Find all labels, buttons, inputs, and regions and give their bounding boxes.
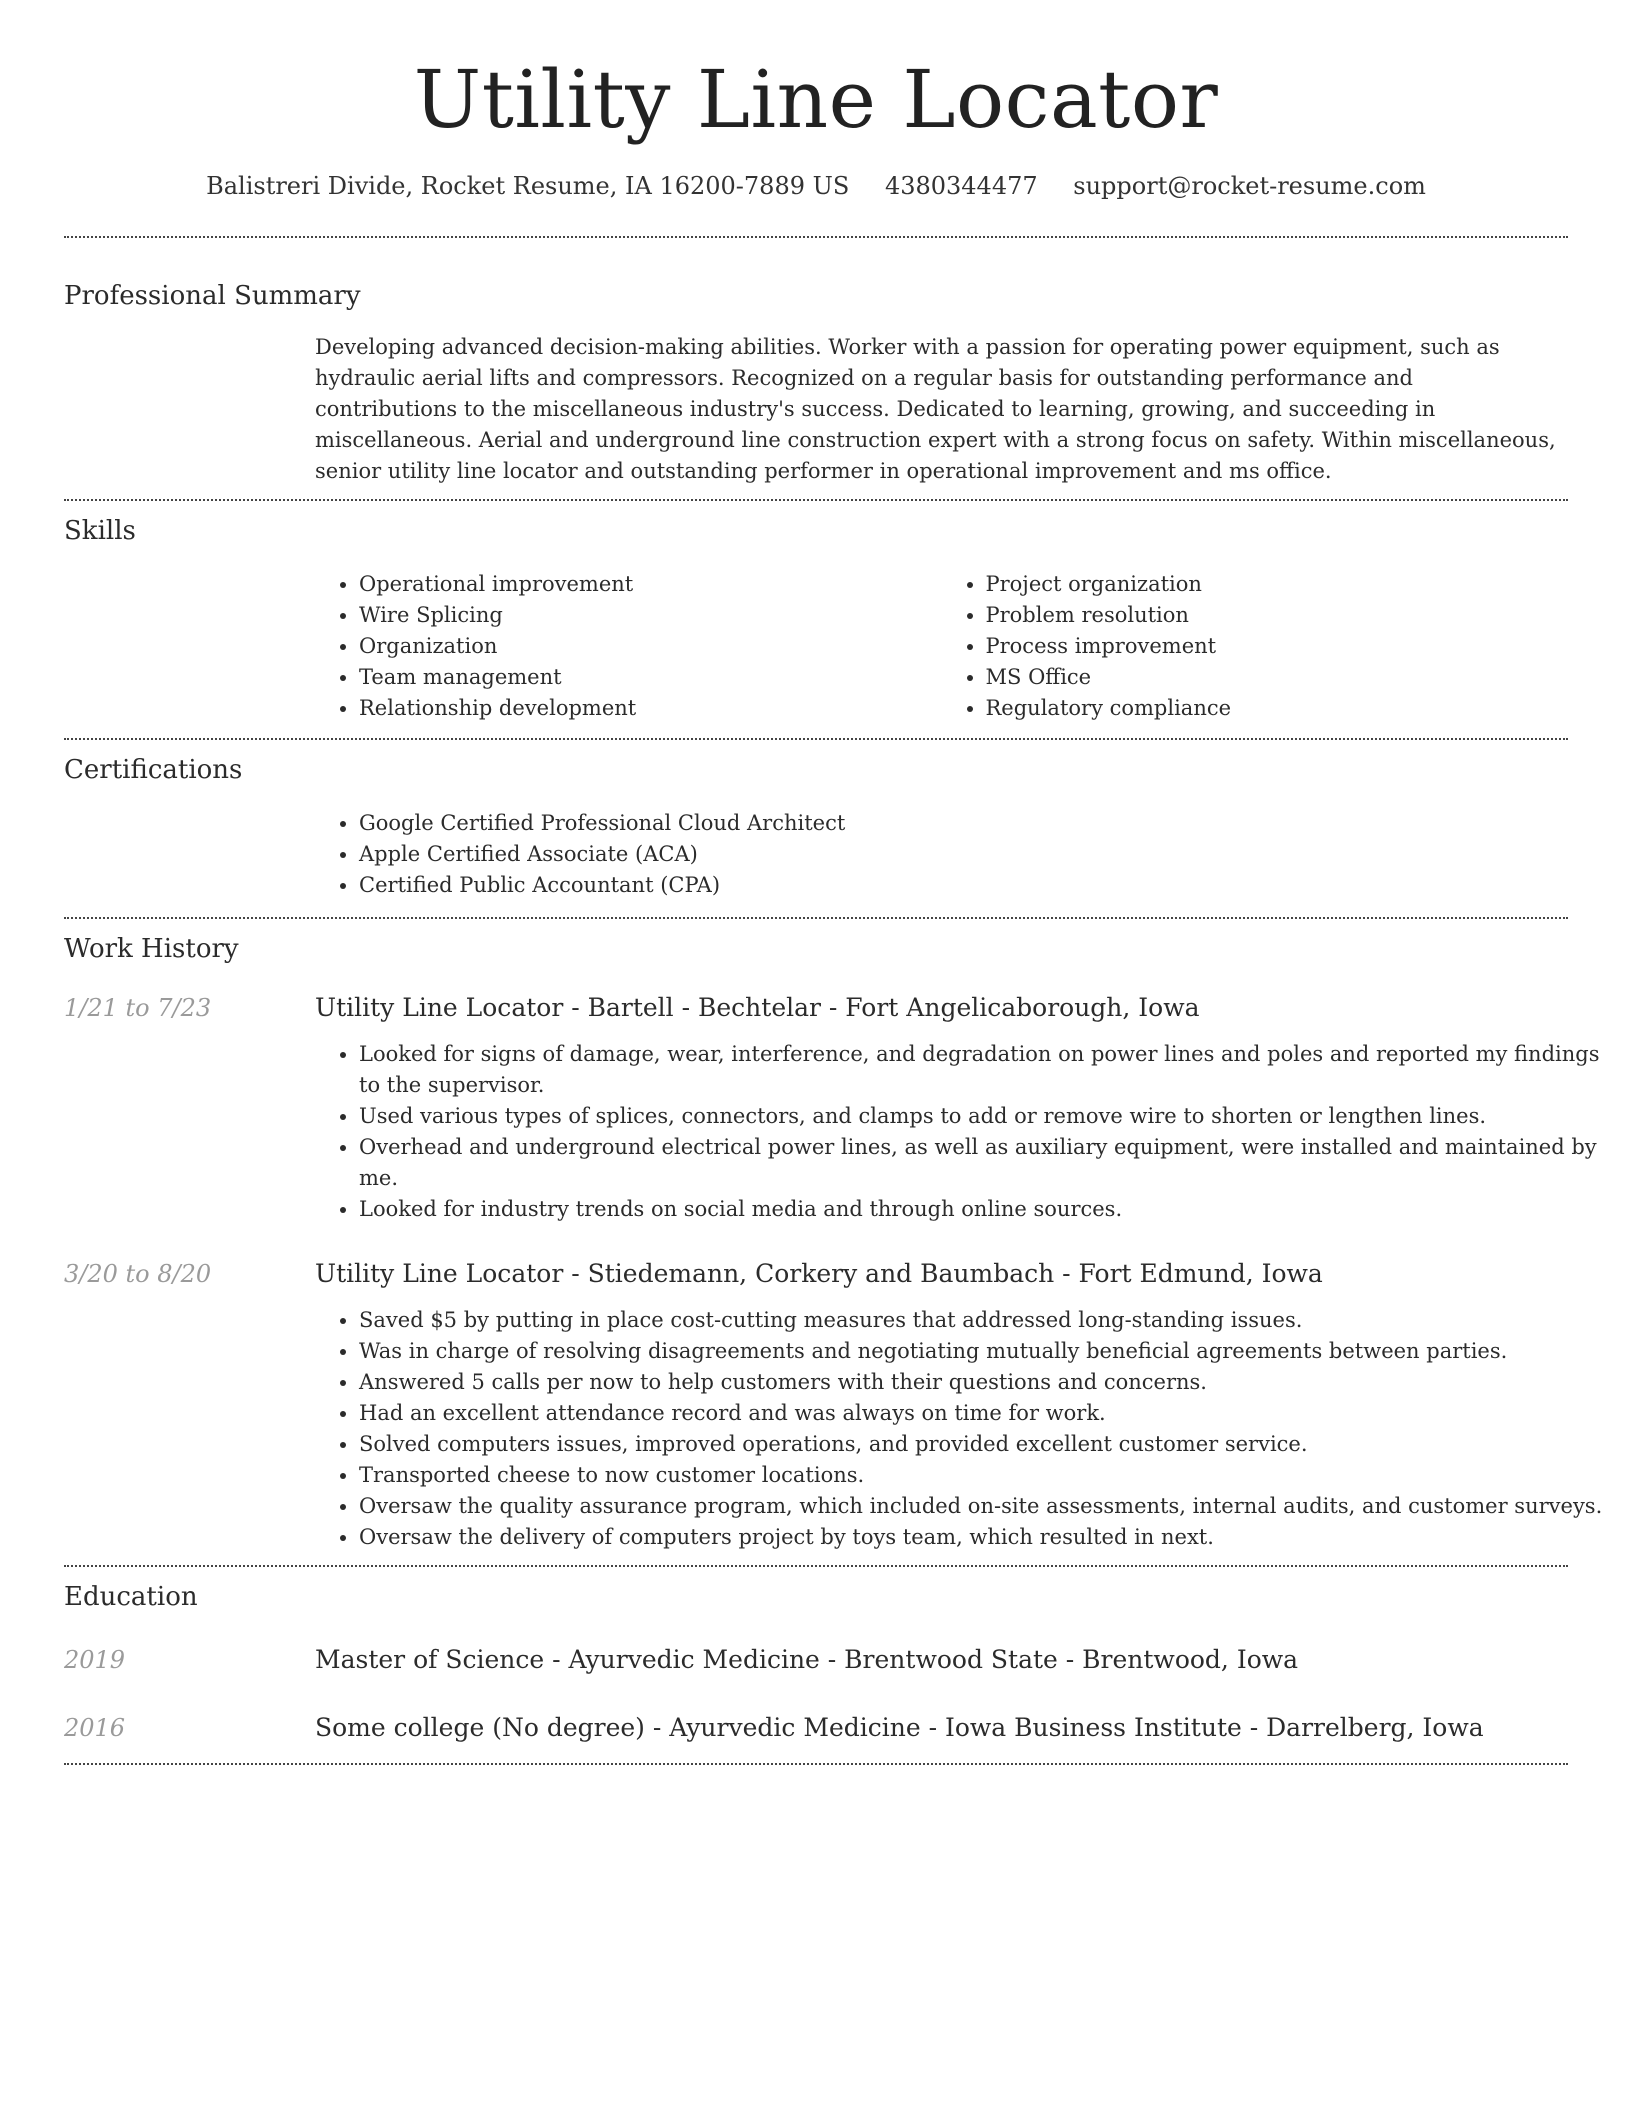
- job-bullets: [315, 1305, 1609, 1553]
- certification-item: • Certified Public Accountant (CPA): [359, 870, 1568, 901]
- skills-columns: [315, 569, 1568, 724]
- job-bullet: • Was in charge of resolving disagreements and negotiating mutually beneficial agreements between parties.: [359, 1336, 1609, 1367]
- job-bullet: • Answered 5 calls per now to help customers with their questions and concerns.: [359, 1367, 1609, 1398]
- certifications-section: [64, 740, 1568, 901]
- job-title: Utility Line Locator - Stiedemann, Corkery and Baumbach - Fort Edmund, Iowa: [315, 1259, 1323, 1288]
- skill-item: • Relationship development: [359, 693, 942, 724]
- job-title: Utility Line Locator - Bartell - Bechtelar - Fort Angelicaborough, Iowa: [315, 993, 1200, 1022]
- skill-item: • MS Office: [986, 662, 1569, 693]
- work-history-section: [64, 919, 1603, 1553]
- section-title-education: Education: [64, 1582, 198, 1612]
- section-title-certifications: Certifications: [64, 755, 243, 785]
- job-bullet: • Oversaw the delivery of computers project by toys team, which resulted in next.: [359, 1522, 1609, 1553]
- education-date: 2016: [64, 1714, 126, 1742]
- education-entry: [64, 1711, 1568, 1745]
- section-title-skills: Skills: [64, 516, 136, 546]
- education-date: 2019: [64, 1646, 126, 1674]
- skill-item: • Operational improvement: [359, 569, 942, 600]
- education-title: Some college (No degree) - Ayurvedic Medicine - Iowa Business Institute - Darrelberg, Iowa: [315, 1713, 1484, 1742]
- certifications-list-wrap: [315, 808, 1568, 901]
- job-bullets: [315, 1039, 1609, 1225]
- job-bullet: • Looked for signs of damage, wear, interference, and degradation on power lines and poles and reported my findings to the supervisor.: [359, 1039, 1609, 1101]
- education-section: [64, 1567, 1568, 1745]
- email: support@rocket-resume.com: [1073, 172, 1426, 200]
- section-title-work: Work History: [64, 934, 239, 964]
- job-bullet: • Transported cheese to now customer locations.: [359, 1460, 1609, 1491]
- education-title: Master of Science - Ayurvedic Medicine - Brentwood State - Brentwood, Iowa: [315, 1645, 1299, 1674]
- contact-line: [64, 170, 1568, 202]
- skill-item: • Process improvement: [986, 631, 1569, 662]
- resume-page: [64, 0, 1603, 1765]
- skill-item: • Wire Splicing: [359, 600, 942, 631]
- certifications-list: [315, 808, 1568, 901]
- section-title-summary: Professional Summary: [64, 281, 361, 311]
- job-bullet: • Had an excellent attendance record and was always on time for work.: [359, 1398, 1609, 1429]
- job-bullet: • Used various types of splices, connectors, and clamps to add or remove wire to shorten or lengthen lines.: [359, 1101, 1609, 1132]
- education-entry: [64, 1643, 1568, 1677]
- job-date: 3/20 to 8/20: [64, 1260, 212, 1288]
- skills-section: [64, 501, 1568, 724]
- phone: 4380344477: [884, 172, 1038, 200]
- job-entry: [64, 991, 1600, 1225]
- skill-item: • Problem resolution: [986, 600, 1569, 631]
- job-bullet: • Solved computers issues, improved operations, and provided excellent customer service.: [359, 1429, 1609, 1460]
- skills-list-left: [315, 569, 942, 724]
- divider: [64, 1763, 1568, 1765]
- summary-text: Developing advanced decision-making abilities. Worker with a passion for operating power equipment, such as hydraulic aerial lifts and compressors. Recognized on a regular basis for outstanding performance and contributions to the miscellaneous industry's success. Dedicated to learning, growing, and succeeding in miscellaneous. Aerial and underground line construction expert with a strong focus on safety. Within miscellaneous, senior utility line locator and outstanding performer in operational improvement and ms office.: [315, 335, 1556, 483]
- job-entry: [64, 1257, 1603, 1553]
- address: Balistreri Divide, Rocket Resume, IA 16200-7889 US: [206, 172, 850, 200]
- job-bullet: • Oversaw the quality assurance program, which included on-site assessments, internal audits, and customer surveys.: [359, 1491, 1609, 1522]
- skill-item: • Team management: [359, 662, 942, 693]
- skill-item: • Regulatory compliance: [986, 693, 1569, 724]
- job-bullet: • Saved $5 by putting in place cost-cutting measures that addressed long-standing issues.: [359, 1305, 1609, 1336]
- candidate-name: Utility Line Locator: [413, 53, 1219, 146]
- summary-section: [64, 238, 1568, 487]
- job-bullet: • Looked for industry trends on social media and through online sources.: [359, 1194, 1609, 1225]
- skill-item: • Project organization: [986, 569, 1569, 600]
- job-date: 1/21 to 7/23: [64, 994, 212, 1022]
- skills-list-right: [942, 569, 1569, 724]
- certification-item: • Google Certified Professional Cloud Architect: [359, 808, 1568, 839]
- skill-item: • Organization: [359, 631, 942, 662]
- certification-item: • Apple Certified Associate (ACA): [359, 839, 1568, 870]
- job-bullet: • Overhead and underground electrical power lines, as well as auxiliary equipment, were installed and maintained by me.: [359, 1132, 1609, 1194]
